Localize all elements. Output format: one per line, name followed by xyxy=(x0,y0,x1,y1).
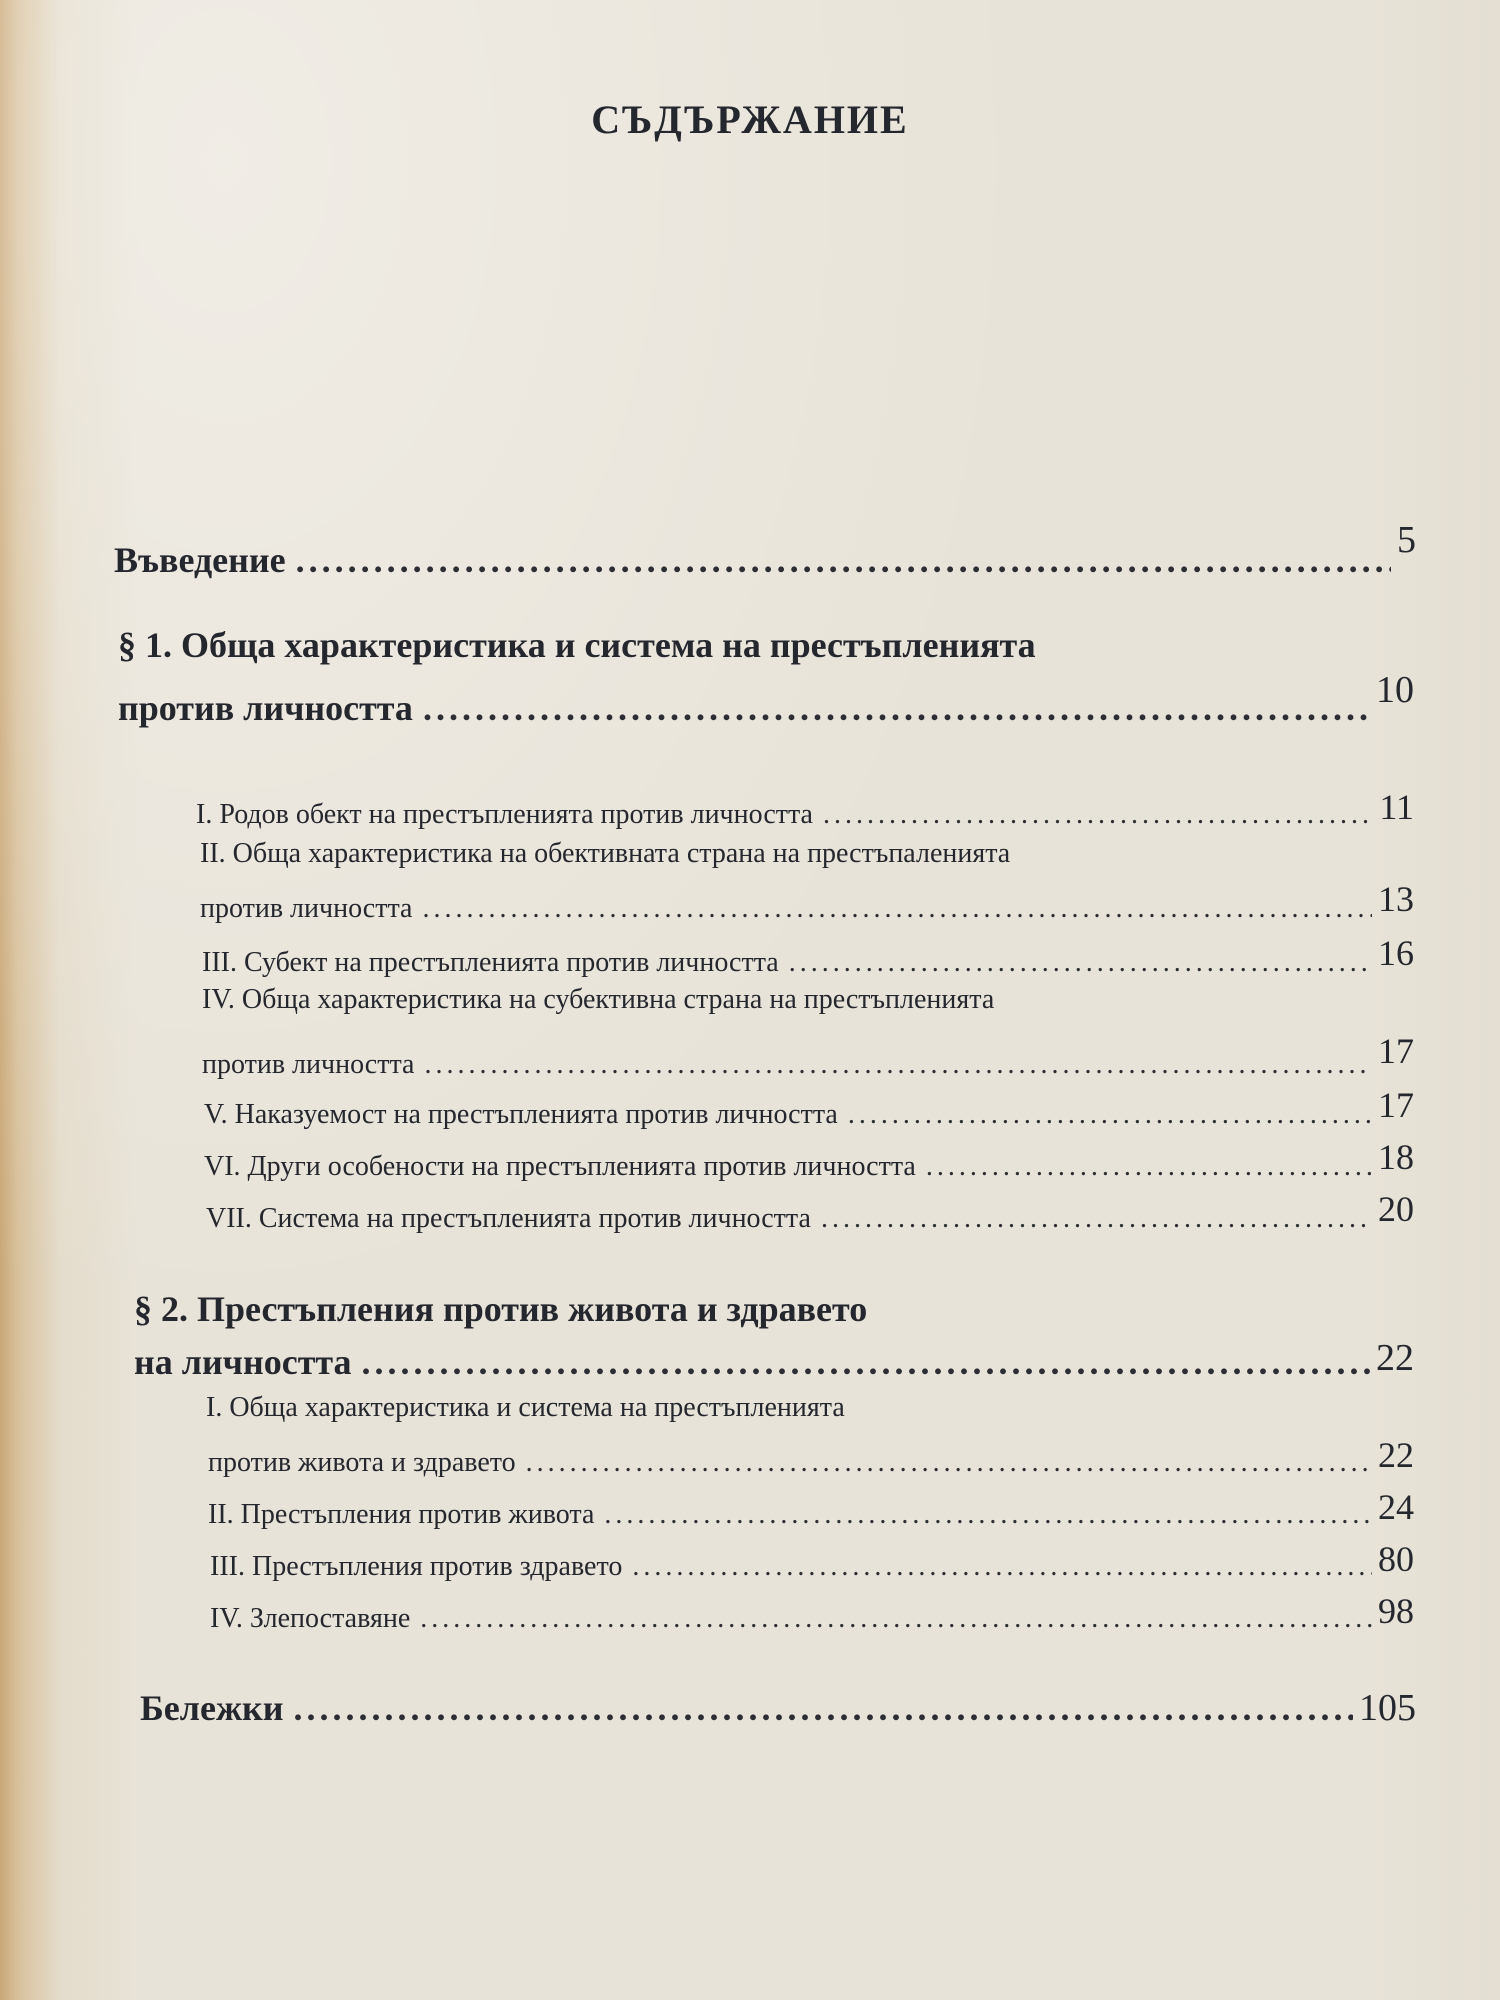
toc-entry-label: III. Престъпления против здравето xyxy=(210,1551,623,1582)
dot-leader xyxy=(789,947,1372,979)
dot-leader xyxy=(420,1603,1372,1635)
toc-item-2-2 xyxy=(208,1487,1414,1532)
toc-section-2 xyxy=(134,1337,1414,1384)
toc-item-2-1 xyxy=(208,1435,1414,1480)
toc-item-2-3 xyxy=(210,1539,1414,1584)
toc-page-number: 11 xyxy=(1379,787,1414,827)
toc-page-number: 22 xyxy=(1378,1435,1414,1475)
toc-page-number: 24 xyxy=(1378,1487,1414,1527)
toc-page-number: 80 xyxy=(1378,1539,1414,1579)
toc-entry-label: Бележки xyxy=(140,1688,284,1728)
toc-entry-label: против живота и здравето xyxy=(208,1447,516,1478)
dot-leader xyxy=(422,893,1372,925)
dot-leader xyxy=(424,1049,1372,1081)
dot-leader xyxy=(632,1551,1372,1583)
toc-item-1-3 xyxy=(202,933,1414,980)
toc-item-1-5 xyxy=(204,1085,1414,1132)
toc-item-1-1 xyxy=(196,787,1414,832)
toc-item-1-4-line1: IV. Обща характеристика на субективна страна на престъпленията xyxy=(202,984,995,1015)
toc-entry-label: IV. Злепоставяне xyxy=(210,1603,411,1634)
toc-entry-label: против личността xyxy=(202,1049,415,1080)
dot-leader xyxy=(848,1099,1372,1131)
toc-entry-label: против личността xyxy=(118,688,413,728)
toc-page-number: 98 xyxy=(1378,1591,1414,1631)
dot-leader xyxy=(423,687,1370,729)
toc-page-number: 20 xyxy=(1378,1189,1414,1229)
toc-page-number: 17 xyxy=(1378,1085,1414,1125)
toc-page-number: 10 xyxy=(1376,669,1414,711)
toc-entry-label: V. Наказуемост на престъпленията против личността xyxy=(204,1099,838,1130)
toc-item-1-2-line1: II. Обща характеристика на обективната страна на престъпаленията xyxy=(200,838,1011,869)
toc-entry-notes xyxy=(140,1686,1416,1730)
page-title: СЪДЪРЖАНИЕ xyxy=(591,97,909,142)
toc-section-2-title-line1: § 2. Престъпления против живота и здравето xyxy=(134,1289,868,1329)
toc-page-number: 17 xyxy=(1378,1031,1414,1071)
toc-page-number: 105 xyxy=(1359,1687,1416,1729)
toc-entry-label: против личността xyxy=(200,893,413,924)
dot-leader xyxy=(926,1151,1372,1183)
toc-entry-label: VI. Други особености на престъпленията против личността xyxy=(204,1151,916,1182)
toc-entry-intro xyxy=(114,519,1416,582)
dot-leader xyxy=(362,1341,1370,1383)
toc-item-1-7 xyxy=(206,1189,1414,1236)
dot-leader xyxy=(823,799,1373,831)
toc-item-2-1-line1: I. Обща характеристика и система на престъпленията xyxy=(206,1392,845,1423)
toc-page-number: 5 xyxy=(1397,519,1416,561)
toc-page-number: 18 xyxy=(1378,1137,1414,1177)
toc-entry-label: III. Субект на престъпленията против личността xyxy=(202,947,779,978)
toc-section-1 xyxy=(118,669,1414,730)
dot-leader xyxy=(526,1447,1372,1479)
toc-item-1-6 xyxy=(204,1137,1414,1184)
toc-item-1-4 xyxy=(202,1031,1414,1082)
toc-page-number: 16 xyxy=(1378,933,1414,973)
toc-item-2-4 xyxy=(210,1591,1414,1636)
toc-item-1-2 xyxy=(200,879,1414,926)
toc-section-1-title-line1: § 1. Обща характеристика и система на престъпленията xyxy=(118,625,1036,665)
dot-leader xyxy=(294,1687,1353,1729)
dot-leader xyxy=(296,539,1391,581)
toc-entry-label: на личността xyxy=(134,1342,352,1382)
toc-page-number: 22 xyxy=(1376,1337,1414,1379)
toc-page-number: 13 xyxy=(1378,879,1414,919)
dot-leader xyxy=(604,1499,1372,1531)
dot-leader xyxy=(821,1203,1372,1235)
toc-entry-label: II. Престъпления против живота xyxy=(208,1499,595,1530)
toc-entry-label: VII. Система на престъпленията против личността xyxy=(206,1203,811,1234)
toc-entry-label: Въведение xyxy=(114,540,286,580)
toc-entry-label: I. Родов обект на престъпленията против личността xyxy=(196,799,813,830)
